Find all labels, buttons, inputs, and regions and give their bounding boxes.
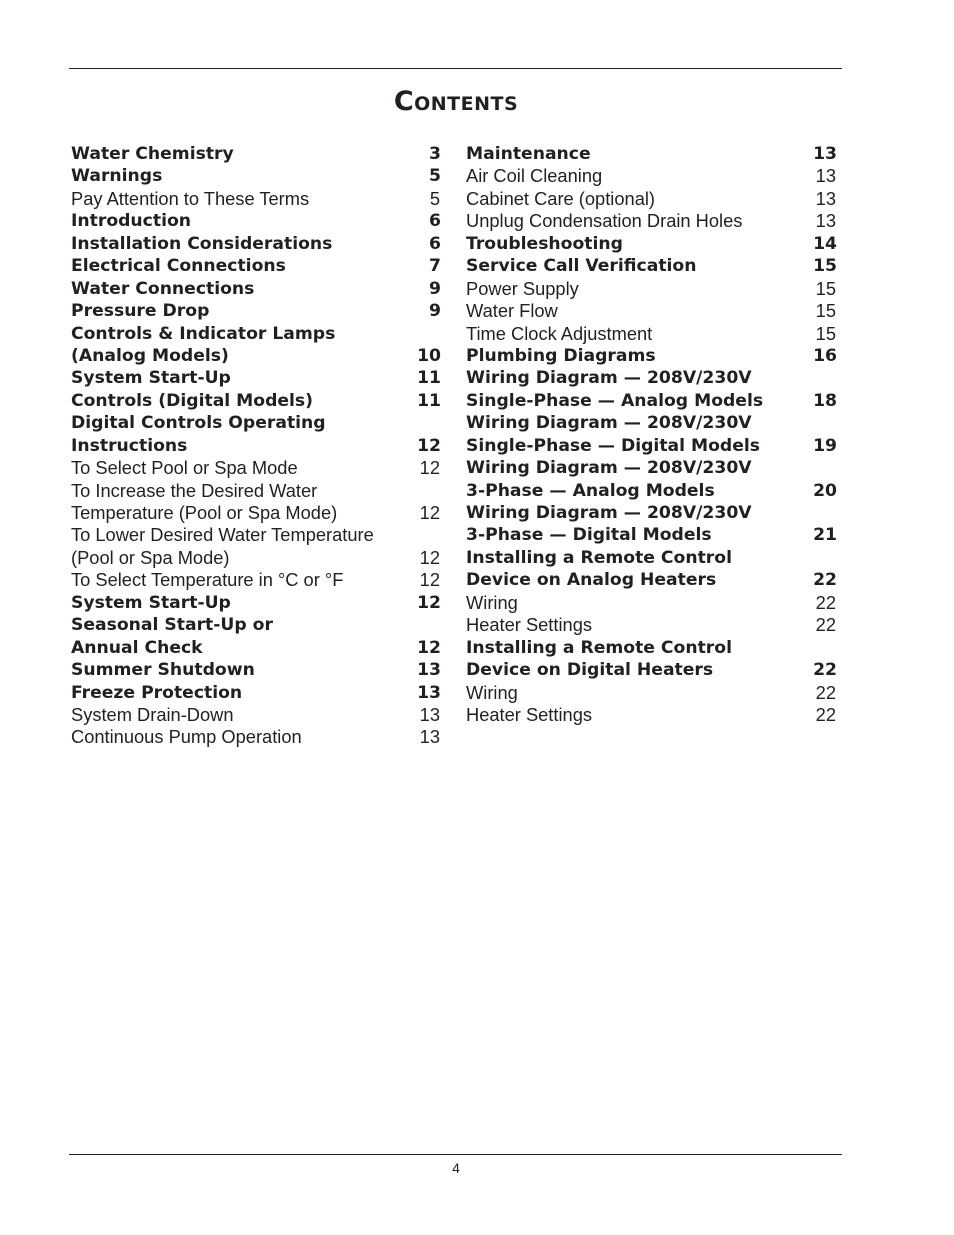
toc-entry (466, 614, 837, 636)
toc-entry (71, 233, 441, 255)
toc-entry-label: (Pool or Spa Mode) (71, 546, 230, 568)
toc-entry-label: Wiring Diagram — 208V/230V (466, 413, 752, 434)
toc-entry (71, 188, 441, 210)
toc-entry-label: To Select Pool or Spa Mode (71, 457, 298, 479)
toc-entry (466, 569, 837, 591)
toc-entry (71, 637, 441, 659)
toc-entry (71, 165, 441, 187)
toc-entry-label: Device on Analog Heaters (466, 570, 717, 591)
toc-entry (466, 659, 837, 681)
toc-entry-page: 13 (815, 165, 836, 187)
toc-right-column (466, 143, 837, 726)
toc-entry-label: Heater Settings (466, 614, 593, 636)
toc-entry (71, 592, 441, 614)
toc-entry (71, 682, 441, 704)
toc-entry-label: Water Chemistry (71, 144, 234, 164)
toc-entry (466, 278, 837, 300)
toc-entry-label: System Drain-Down (71, 703, 234, 725)
toc-entry (466, 345, 837, 367)
toc-entry (466, 367, 837, 389)
toc-entry (71, 726, 441, 748)
toc-entry-label: Service Call Verification (466, 256, 697, 277)
toc-entry (466, 480, 837, 502)
toc-entry (466, 300, 837, 322)
toc-entry (466, 547, 837, 569)
toc-entry-page: 13 (815, 187, 836, 209)
toc-entry-page: 16 (813, 345, 837, 366)
toc-entry-label: To Lower Desired Water Temperature (71, 524, 374, 546)
toc-entry-label: Temperature (Pool or Spa Mode) (71, 502, 338, 523)
toc-entry-label: Single-Phase — Digital Models (466, 435, 761, 456)
toc-entry-page: 13 (813, 144, 837, 164)
toc-entry-label: Controls (Digital Models) (71, 390, 314, 411)
toc-entry-label: Installing a Remote Control (466, 637, 732, 658)
toc-entry-label: Air Coil Cleaning (466, 165, 603, 187)
toc-entry (71, 255, 441, 277)
toc-entry (71, 502, 441, 524)
toc-entry-page: 19 (813, 435, 837, 456)
toc-entry (71, 345, 441, 367)
toc-entry-label: Freeze Protection (71, 682, 243, 703)
toc-entry (71, 524, 441, 546)
toc-entry-page: 15 (813, 256, 837, 277)
toc-entry-label: Pressure Drop (71, 301, 210, 322)
toc-entry-label: Maintenance (466, 144, 591, 164)
toc-entry-label: Unplug Condensation Drain Holes (466, 210, 743, 232)
toc-entry-label: 3-Phase — Analog Models (466, 480, 715, 501)
toc-entry (466, 637, 837, 659)
toc-entry (71, 480, 441, 502)
toc-entry-label: 3-Phase — Digital Models (466, 525, 712, 546)
toc-entry (71, 412, 441, 434)
toc-entry-label: Pay Attention to These Terms (71, 187, 310, 209)
toc-entry-label: Continuous Pump Operation (71, 726, 302, 748)
toc-entry-page: 13 (417, 682, 441, 703)
toc-entry-page: 12 (417, 435, 441, 456)
toc-entry-page: 11 (417, 368, 441, 389)
toc-entry-label: Warnings (71, 166, 163, 187)
toc-entry-label: Introduction (71, 211, 192, 232)
toc-entry-page: 22 (815, 591, 836, 613)
toc-entry-page: 20 (813, 480, 837, 501)
toc-entry (71, 300, 441, 322)
toc-entry (466, 704, 837, 726)
toc-entry-page: 22 (815, 614, 836, 636)
toc-entry-label: Single-Phase — Analog Models (466, 390, 764, 411)
toc-entry-label: System Start-Up (71, 592, 231, 613)
toc-entry (71, 457, 441, 479)
toc-entry (71, 569, 441, 591)
toc-entry-label: Installation Considerations (71, 233, 333, 254)
toc-left-column (71, 143, 441, 749)
page-title: Contents (393, 86, 519, 117)
toc-entry (466, 188, 837, 210)
toc-entry-label: Wiring (466, 681, 518, 703)
toc-entry-label: Electrical Connections (71, 256, 286, 277)
toc-entry (71, 210, 441, 232)
toc-entry-label: Installing a Remote Control (466, 547, 732, 568)
toc-entry-label: Instructions (71, 435, 188, 456)
toc-entry-label: Power Supply (466, 277, 579, 299)
toc-entry-label: Seasonal Start-Up or (71, 615, 273, 636)
toc-entry (466, 210, 837, 232)
toc-entry-page: 3 (429, 144, 441, 164)
bottom-rule (69, 1154, 842, 1155)
toc-entry-page: 22 (815, 703, 836, 725)
toc-entry-page: 13 (419, 726, 440, 748)
toc-entry-page: 15 (815, 277, 836, 299)
toc-entry-label: To Select Temperature in °C or °F (71, 569, 344, 591)
page-number: 4 (452, 1160, 460, 1176)
toc-entry-label: Summer Shutdown (71, 660, 255, 681)
toc-entry-page: 15 (815, 300, 836, 322)
toc-entry (71, 704, 441, 726)
toc-entry (71, 278, 441, 300)
toc-entry (466, 502, 837, 524)
toc-entry-page: 7 (429, 256, 441, 277)
toc-entry-label: Digital Controls Operating (71, 413, 326, 434)
toc-entry (466, 457, 837, 479)
toc-entry-label: Wiring Diagram — 208V/230V (466, 368, 752, 389)
toc-entry-page: 12 (419, 457, 440, 479)
toc-entry (466, 390, 837, 412)
toc-entry-page: 6 (429, 211, 441, 232)
toc-entry-label: Controls & Indicator Lamps (71, 323, 336, 344)
toc-entry-page: 12 (417, 637, 441, 658)
toc-entry-label: Device on Digital Heaters (466, 660, 714, 681)
toc-entry-page: 12 (419, 546, 440, 568)
toc-entry-page: 5 (429, 166, 441, 187)
toc-entry-page: 5 (429, 187, 440, 209)
toc-entry (466, 143, 837, 165)
toc-entry-page: 11 (417, 390, 441, 411)
toc-entry-page: 18 (813, 390, 837, 411)
toc-entry-label: Time Clock Adjustment (466, 322, 653, 344)
toc-entry-label: Troubleshooting (466, 233, 623, 254)
toc-entry-label: Wiring (466, 591, 518, 613)
toc-entry-label: Water Connections (71, 278, 255, 299)
toc-entry-page: 13 (815, 210, 836, 232)
toc-entry (466, 435, 837, 457)
toc-entry-page: 12 (419, 569, 440, 591)
toc-entry-label: To Increase the Desired Water (71, 479, 318, 501)
toc-entry (71, 143, 441, 165)
toc-entry-label: Annual Check (71, 637, 203, 658)
top-rule (69, 68, 842, 69)
toc-entry-page: 22 (813, 570, 837, 591)
toc-entry (71, 390, 441, 412)
toc-entry-page: 10 (417, 345, 441, 366)
toc-entry (466, 682, 837, 704)
toc-entry-page: 14 (813, 233, 837, 254)
toc-entry-label: Heater Settings (466, 703, 593, 725)
toc-entry-page: 22 (815, 681, 836, 703)
toc-entry-label: System Start-Up (71, 368, 231, 389)
toc-entry-page: 15 (815, 322, 836, 344)
toc-entry-page: 9 (429, 278, 441, 299)
toc-entry-page: 12 (417, 592, 441, 613)
toc-entry-label: Cabinet Care (optional) (466, 187, 656, 209)
toc-entry-label: Wiring Diagram — 208V/230V (466, 503, 752, 523)
toc-entry (71, 367, 441, 389)
toc-entry (71, 659, 441, 681)
toc-entry (466, 592, 837, 614)
toc-entry-label: Water Flow (466, 300, 558, 322)
toc-entry (71, 435, 441, 457)
toc-entry (466, 524, 837, 546)
toc-entry-page: 6 (429, 233, 441, 254)
toc-entry (466, 323, 837, 345)
toc-entry-page: 13 (417, 660, 441, 681)
toc-entry-page: 13 (419, 703, 440, 725)
toc-entry-label: Plumbing Diagrams (466, 345, 656, 366)
toc-entry (466, 412, 837, 434)
toc-entry (466, 233, 837, 255)
toc-entry (466, 165, 837, 187)
toc-entry (71, 614, 441, 636)
toc-entry-page: 22 (813, 660, 837, 681)
toc-entry-page: 12 (419, 502, 440, 523)
toc-entry (71, 547, 441, 569)
toc-entry (466, 255, 837, 277)
toc-entry-page: 9 (429, 301, 441, 322)
toc-entry-label: Wiring Diagram — 208V/230V (466, 458, 752, 479)
toc-entry-label: (Analog Models) (71, 345, 229, 366)
toc-entry-page: 21 (813, 525, 837, 546)
toc-entry (71, 323, 441, 345)
